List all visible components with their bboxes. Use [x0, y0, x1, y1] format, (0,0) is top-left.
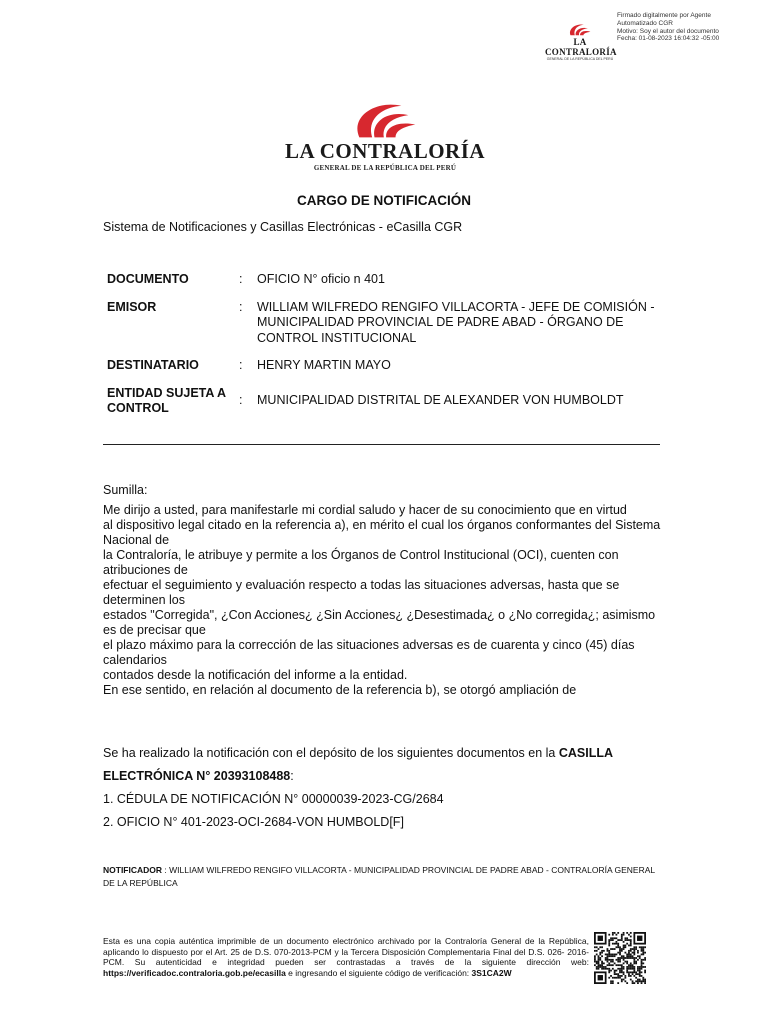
main-logo [280, 100, 490, 172]
field-separator: : [239, 393, 243, 408]
sumilla-line: el plazo máximo para la corrección de las situaciones adversas es de cuarenta y cinco (45) días [103, 638, 635, 652]
field-separator: : [239, 299, 243, 314]
sumilla-line: al dispositivo legal citado en la referencia a), en mérito el cual los órganos conformantes del Sistema [103, 518, 661, 532]
signature-line: Motivo: Soy el autor del documento [617, 27, 719, 35]
deposit-notice [103, 742, 663, 834]
field-label: EMISOR [107, 299, 157, 314]
system-line: Sistema de Notificaciones y Casillas Electrónicas - eCasilla CGR [103, 220, 463, 234]
notification-details-table [103, 272, 662, 417]
sumilla-line: la Contraloría, le atribuye y permite a los Órganos de Control Institucional (OCI), cuenten con [103, 548, 619, 562]
field-value: OFICIO N° oficio n 401 [257, 272, 385, 286]
field-label: DOCUMENTO [107, 272, 189, 286]
sumilla-line: En ese sentido, en relación al documento de la referencia b), se otorgó ampliación de [103, 683, 577, 697]
field-documento [103, 272, 662, 288]
contraloria-emblem-icon [567, 22, 593, 38]
deposited-document: 2. OFICIO N° 401-2023-OCI-2684-VON HUMBOLD[F] [103, 815, 404, 829]
field-label: DESTINATARIO [107, 358, 199, 372]
footer-text-2: e ingresando el siguiente código de verificación: [285, 967, 472, 978]
contraloria-emblem-icon [350, 100, 420, 142]
digital-signature-text [617, 12, 767, 43]
deposit-intro: Se ha realizado la notificación con el depósito de los siguientes documentos en la [103, 746, 556, 760]
signature-line: Firmado digitalmente por Agente [617, 12, 711, 19]
deposited-document: 1. CÉDULA DE NOTIFICACIÓN N° 00000039-2023-CG/2684 [103, 792, 444, 806]
deposit-notice-text [103, 742, 663, 788]
verification-url[interactable]: https://verificadoc.contraloria.gob.pe/ecasilla [103, 967, 286, 978]
stamp-logo [545, 22, 615, 61]
sumilla-line: contados desde la notificación del informe a la entidad. [103, 668, 408, 682]
footer-text: Esta es una copia auténtica imprimible de un documento electrónico archivado por la Contraloría General de la República, aplicando lo dispuesto por el Art. 25 de D.S. 070-2013-PCM y la Tercera Disposición Complementaria Final del D.S. 026- 2016-PCM. Su autenticidad e integridad pueden ser contrastadas a través de la siguiente dirección web: [103, 936, 589, 967]
notifier-text: : WILLIAM WILFREDO RENGIFO VILLACORTA - MUNICIPALIDAD PROVINCIAL DE PADRE ABAD - CONTRALORÍA GENERAL DE LA REPÚBLICA [103, 865, 655, 888]
field-value: WILLIAM WILFREDO RENGIFO VILLACORTA - JEFE DE COMISIÓN - MUNICIPALIDAD PROVINCIAL DE PADRE ABAD - ÓRGANO DE CONTROL INSTITUCIONAL [257, 299, 655, 345]
logo-brand: LA CONTRALORÍA [284, 139, 486, 163]
notifier-label: NOTIFICADOR [103, 865, 163, 875]
authenticity-footer [103, 936, 589, 978]
document-title: CARGO DE NOTIFICACIÓN [297, 193, 471, 208]
sumilla-line: atribuciones de [103, 563, 188, 577]
field-label: ENTIDAD SUJETA A CONTROL [107, 385, 226, 415]
casilla-number: CASILLA ELECTRÓNICA N° 20393108488 [103, 746, 613, 783]
sumilla-line: efectuar el seguimiento y evaluación respecto a todas las situaciones adversas, hasta que se [103, 578, 620, 592]
sumilla-label: Sumilla: [103, 483, 148, 497]
signature-line: Automatizado CGR [617, 19, 673, 27]
field-separator: : [239, 272, 243, 286]
field-destinatario [103, 358, 662, 374]
stamp-logo-sub: GENERAL DE LA REPÚBLICA DEL PERÚ [546, 57, 614, 61]
qr-code-icon [594, 932, 646, 984]
field-value: HENRY MARTIN MAYO [257, 358, 391, 372]
sumilla-line: determinen los [103, 593, 185, 607]
sumilla-line: Me dirijo a usted, para manifestarle mi cordial saludo y hacer de su conocimiento que en virtud [103, 503, 627, 517]
sumilla-line: calendarios [103, 653, 167, 667]
sumilla-line: Nacional de [103, 533, 170, 547]
logo-subtitle: GENERAL DE LA REPÚBLICA DEL PERÚ [313, 164, 457, 172]
field-emisor [103, 300, 662, 347]
sumilla-line: es de precisar que [103, 623, 206, 637]
field-value: MUNICIPALIDAD DISTRITAL DE ALEXANDER VON HUMBOLDT [257, 393, 624, 408]
stamp-logo-brand: LA CONTRALORÍA [545, 37, 617, 57]
verification-code: 3S1CA2W [471, 967, 512, 978]
sumilla-line: estados "Corregida", ¿Con Acciones¿ ¿Sin Acciones¿ ¿Desestimada¿ o ¿No corregida¿; asimismo [103, 608, 656, 622]
field-separator: : [239, 358, 243, 372]
separator-line [103, 444, 660, 445]
deposit-colon: : [290, 769, 294, 783]
field-entidad [103, 386, 662, 417]
sumilla-section [103, 483, 663, 698]
signature-line: Fecha: 01-08-2023 16:04:32 -05:00 [617, 35, 720, 43]
notifier-section [103, 864, 663, 890]
